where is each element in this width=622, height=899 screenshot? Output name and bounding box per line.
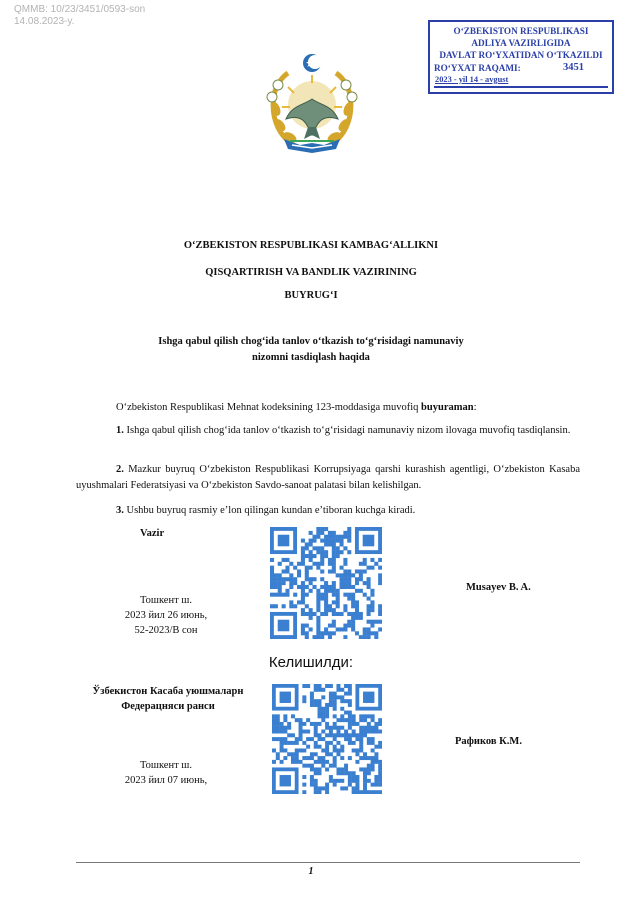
- clause-2-number: 2.: [116, 464, 124, 475]
- signature-1-number: 52-2023/В сон: [134, 625, 198, 636]
- signer-name-2: Рафиков К.М.: [455, 736, 522, 747]
- clause-1-text: Ishga qabul qilish chog‘ida tanlov o‘tkazish to‘g‘risidagi namunaviy nizom ilovaga muvofiq tasdiqlansin.: [123, 425, 571, 436]
- intro-bold-word: buyuraman: [421, 402, 474, 413]
- registration-meta: [14, 4, 145, 28]
- order-title-line-1: O‘ZBEKISTON RESPUBLIKASI KAMBAG‘ALLIKNI: [183, 240, 439, 251]
- clause-3-text: Ushbu buyruq rasmiy e’lon qilingan kundan e’tiboran kuchga kiradi.: [123, 505, 416, 516]
- subject-line-1: Ishga qabul qilish chog‘ida tanlov o‘tkazish to‘g‘risidagi namunaviy: [158, 336, 464, 347]
- stamp-reg-row: [434, 62, 608, 74]
- registration-date: 14.08.2023-y.: [14, 16, 75, 27]
- signature-2-role: [88, 684, 248, 714]
- signer-name-1: Musayev B. A.: [466, 582, 531, 593]
- clause-3: [76, 503, 580, 519]
- signature-2-place: Тошкент ш.: [139, 760, 192, 771]
- signature-2-place-date: [96, 758, 236, 788]
- signature-2-role-line-2: Федерацняси ранси: [121, 701, 215, 712]
- stamp-line-3: DAVLAT RO‘YXATIDAN O‘TKAZILDI: [439, 50, 603, 61]
- registration-line: QMMB: 10/23/3451/0593-son: [14, 4, 146, 15]
- stamp-underline: [434, 86, 608, 88]
- subject-line-2: nizomni tasdiqlash haqida: [252, 352, 370, 363]
- clause-3-number: 3.: [116, 505, 124, 516]
- clause-2-text: Mazkur buyruq O‘zbekiston Respublikasi Korrupsiyaga qarshi kurashish agentligi, O‘zbekiston Kasaba uyushmalari Federatsiyasi va O‘zbekiston Savdo-sanoat palatasi bilan kelishilgan.: [76, 464, 580, 491]
- emblem-svg: [264, 49, 360, 155]
- intro-paragraph: [76, 400, 580, 416]
- stamp-reg-label: RO‘YXAT RAQAMI:: [434, 62, 521, 73]
- signer-role: Vazir: [140, 528, 165, 539]
- clause-2: [76, 462, 580, 494]
- clause-1-number: 1.: [116, 425, 124, 436]
- stamp-date: 2023 - yil 14 - avgust: [435, 74, 509, 84]
- signature-1-date: 2023 йил 26 июнь,: [124, 610, 208, 621]
- footer-divider: [76, 862, 580, 863]
- agreed-label: Келишилди:: [268, 654, 354, 671]
- order-title-line-2: QISQARTIRISH VA BANDLIK VAZIRINING: [205, 267, 417, 278]
- signature-1-place-date: [96, 593, 236, 638]
- registration-stamp: [428, 20, 614, 94]
- coat-of-arms-icon: [264, 49, 360, 155]
- page-number: 1: [308, 866, 314, 877]
- clause-1: [76, 423, 580, 439]
- signature-2-date: 2023 йил 07 июнь,: [124, 775, 208, 786]
- qr-code-2: [272, 684, 382, 794]
- stamp-line-2: ADLIYA VAZIRLIGIDA: [471, 38, 571, 49]
- qr-code-1: [270, 527, 382, 639]
- intro-text: O‘zbekiston Respublikasi Mehnat kodeksining 123-moddasiga muvofiq: [116, 402, 422, 413]
- signature-1-place: Тошкент ш.: [139, 595, 192, 606]
- order-title-line-3: BUYRUG‘I: [284, 290, 338, 301]
- stamp-reg-number: 3451: [563, 61, 584, 73]
- signature-2-role-line-1: Ўзбекистон Касаба уюшмаларн: [92, 686, 244, 697]
- intro-end: :: [473, 402, 477, 413]
- stamp-line-1: O‘ZBEKISTON RESPUBLIKASI: [453, 26, 589, 36]
